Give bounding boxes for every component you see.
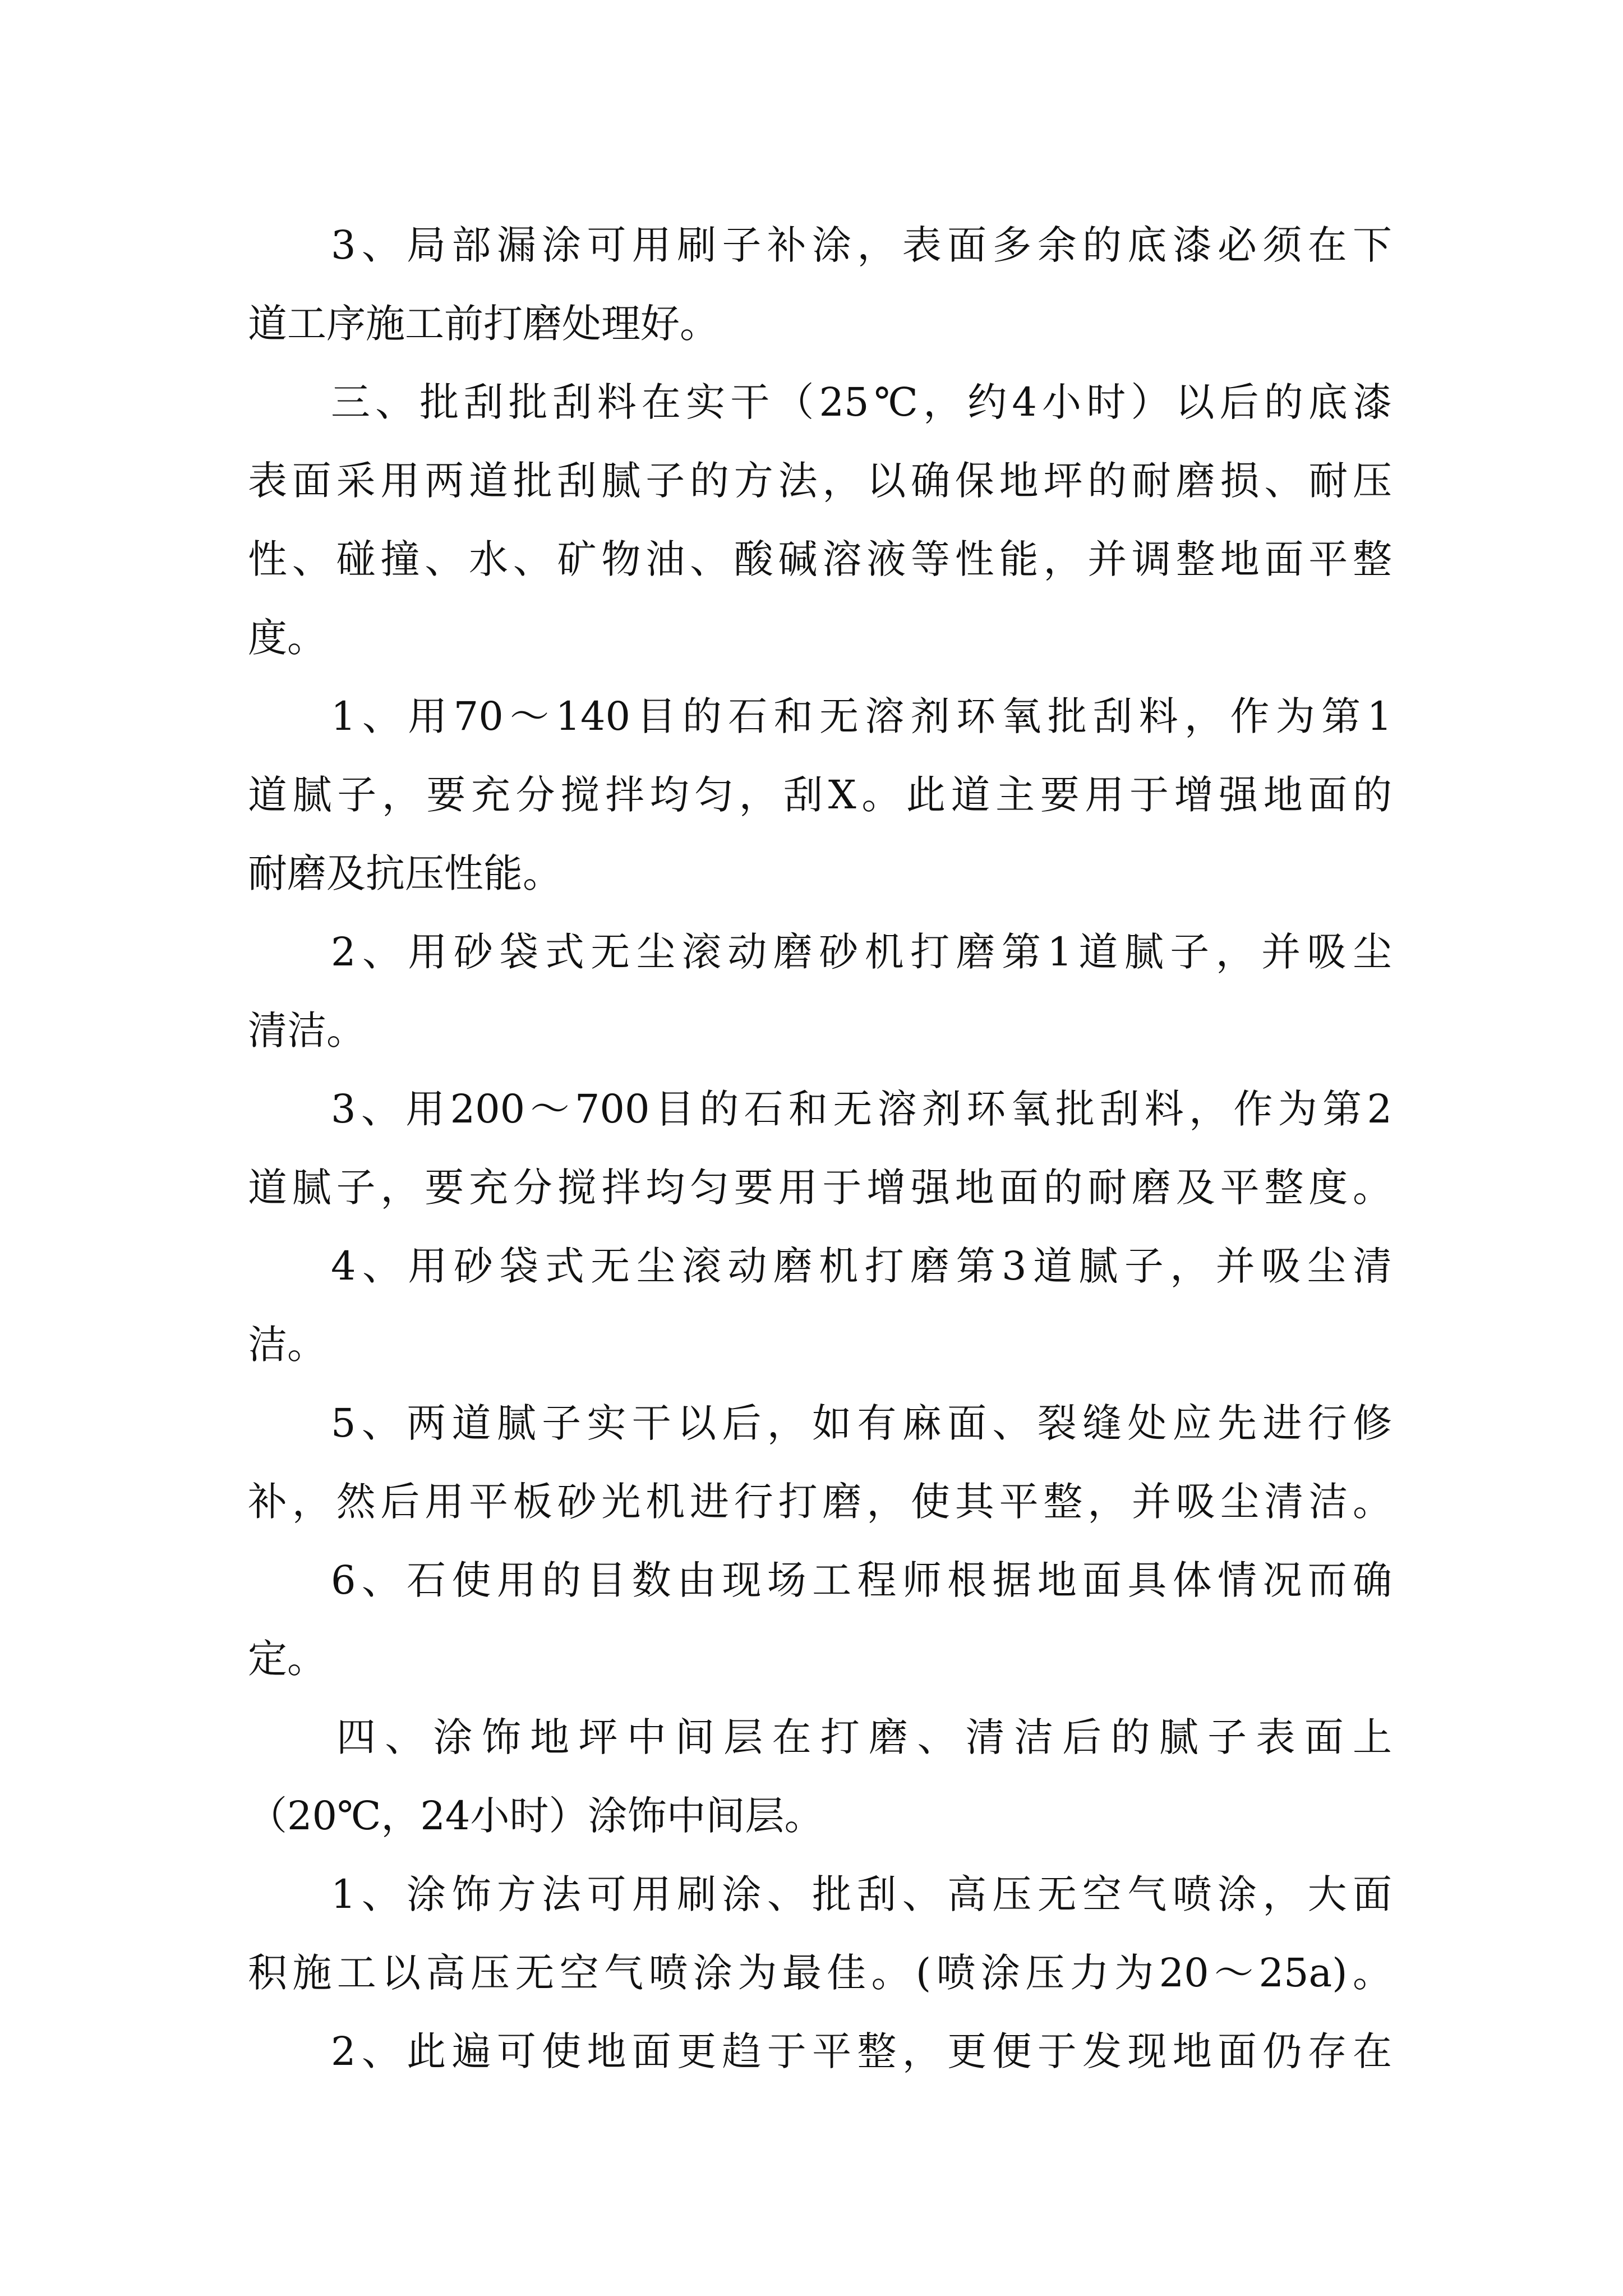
paragraph-line: 度。	[248, 615, 326, 661]
section-heading-line: 三、批刮批刮料在实干（25℃，约4小时）以后的底漆	[331, 379, 1392, 425]
paragraph-line: 道腻子，要充分搅拌均匀要用于增强地面的耐磨及平整度。	[248, 1165, 1392, 1211]
paragraph-line: 积施工以高压无空气喷涂为最佳。(喷涂压力为20～25a)。	[248, 1950, 1392, 1996]
paragraph-line: 2、此遍可使地面更趋于平整，更便于发现地面仍存在	[331, 2028, 1392, 2074]
paragraph-line: 1、用70～140目的石和无溶剂环氧批刮料，作为第1	[331, 693, 1392, 739]
paragraph-line: 6、石使用的目数由现场工程师根据地面具体情况而确	[331, 1557, 1392, 1603]
paragraph-line: 2、用砂袋式无尘滚动磨砂机打磨第1道腻子，并吸尘	[331, 929, 1392, 975]
paragraph-line: 清洁。	[248, 1007, 366, 1053]
paragraph-line: 1、涂饰方法可用刷涂、批刮、高压无空气喷涂，大面	[331, 1871, 1392, 1917]
paragraph-line: 5、两道腻子实干以后，如有麻面、裂缝处应先进行修	[331, 1400, 1392, 1446]
paragraph-line: 定。	[248, 1636, 326, 1682]
paragraph-line: 性、碰撞、水、矿物油、酸碱溶液等性能，并调整地面平整	[248, 536, 1392, 582]
paragraph-line: 补，然后用平板砂光机进行打磨，使其平整，并吸尘清洁。	[248, 1479, 1392, 1525]
paragraph-line: 洁。	[248, 1322, 326, 1368]
paragraph-line: 道工序施工前打磨处理好。	[248, 301, 719, 347]
paragraph-line: 3、用200～700目的石和无溶剂环氧批刮料，作为第2	[331, 1086, 1392, 1132]
paragraph-line: 耐磨及抗压性能。	[248, 850, 562, 896]
paragraph-line: 3、局部漏涂可用刷子补涂，表面多余的底漆必须在下	[331, 222, 1392, 268]
paragraph-line: （20℃，24小时）涂饰中间层。	[248, 1793, 824, 1839]
paragraph-line: 4、用砂袋式无尘滚动磨机打磨第3道腻子，并吸尘清	[331, 1243, 1392, 1289]
paragraph-line: 道腻子，要充分搅拌均匀，刮X。此道主要用于增强地面的	[248, 772, 1392, 818]
section-heading-line: 四、涂饰地坪中间层在打磨、清洁后的腻子表面上	[336, 1714, 1392, 1760]
paragraph-line: 表面采用两道批刮腻子的方法，以确保地坪的耐磨损、耐压	[248, 458, 1392, 504]
